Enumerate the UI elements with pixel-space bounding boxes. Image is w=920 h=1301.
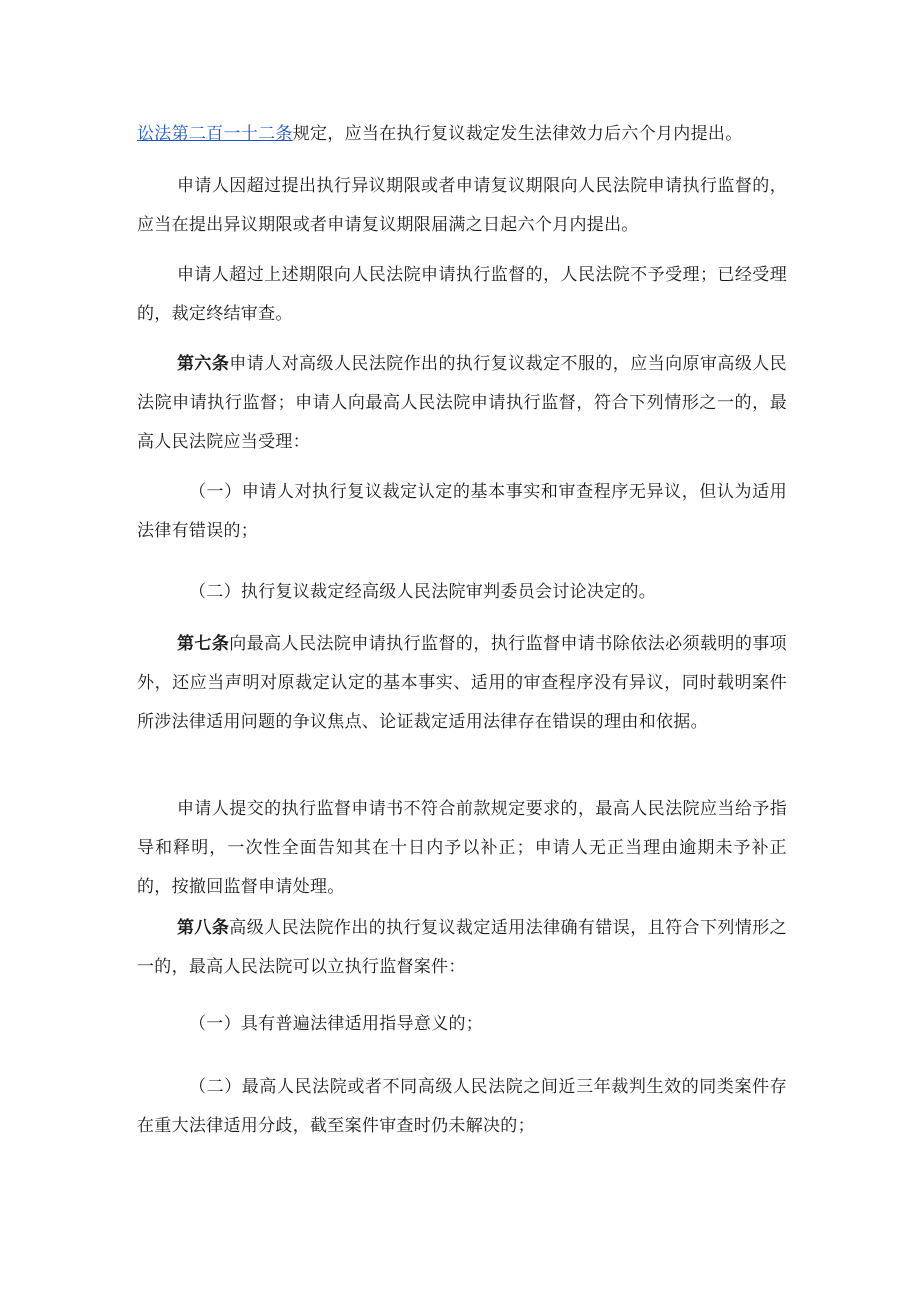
paragraph-text: 规定，应当在执行复议裁定发生法律效力后六个月内提出。: [292, 124, 743, 144]
article-7-text: 向最高人民法院申请执行监督的，执行监督申请书除依法必须载明的事项外，还应当声明对原裁定认定的基本事实、适用的审查程序没有异议，同时载明案件所涉法律适用问题的争议焦点、论证裁定适用法律存在错误的理由和依据。: [137, 634, 787, 732]
law-article-link[interactable]: 讼法第二百一十二条: [137, 124, 293, 144]
article-8-item-1: （一）具有普遍法律适用指导意义的；: [189, 1014, 484, 1034]
article-8-text: 高级人民法院作出的执行复议裁定适用法律确有错误，且符合下列情形之一的，最高人民法院可以立执行监督案件：: [137, 918, 787, 977]
article-8-label: 第八条: [177, 918, 230, 938]
article-7-paragraph-2: 申请人提交的执行监督申请书不符合前款规定要求的，最高人民法院应当给予指导和释明，一次性全面告知其在十日内予以补正；申请人无正当理由逾期未予补正的，按撤回监督申请处理。: [137, 799, 787, 897]
paragraph-deadline-exceeded: 申请人超过上述期限向人民法院申请执行监督的，人民法院不予受理；已经受理的，裁定终结审查。: [137, 265, 787, 324]
paragraph-deadline-objection: 申请人因超过提出执行异议期限或者申请复议期限向人民法院申请执行监督的，应当在提出异议期限或者申请复议期限届满之日起六个月内提出。: [137, 176, 787, 235]
article-8-item-2: （二）最高人民法院或者不同高级人民法院之间近三年裁判生效的同类案件存在重大法律适用分歧，截至案件审查时仍未解决的；: [137, 1077, 787, 1136]
article-7: [137, 625, 787, 742]
article-6-item-2: （二）执行复议裁定经高级人民法院审判委员会讨论决定的。: [189, 582, 657, 602]
article-6-text: 申请人对高级人民法院作出的执行复议裁定不服的，应当向原审高级人民法院申请执行监督；申请人向最高人民法院申请执行监督，符合下列情形之一的，最高人民法院应当受理：: [137, 354, 787, 452]
article-6-label: 第六条: [177, 354, 230, 374]
article-8: [137, 909, 787, 987]
article-6-item-1: （一）申请人对执行复议裁定认定的基本事实和审查程序无异议，但认为适用法律有错误的；: [137, 482, 787, 541]
article-7-label: 第七条: [177, 634, 230, 654]
article-6: [137, 345, 787, 462]
paragraph-continuation: [137, 115, 787, 154]
